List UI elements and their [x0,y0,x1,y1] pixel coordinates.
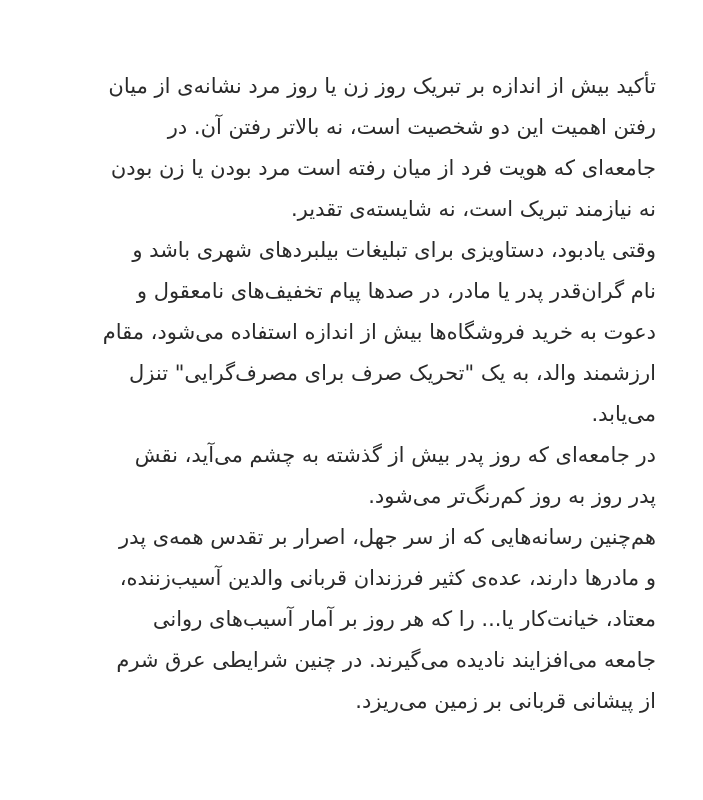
paragraph-2 [60,230,656,435]
text-line: جامعه می‌افزایند نادیده می‌گیرند. در چنین شرایطی عرق شرم [116,648,656,672]
text-line: وقتی یادبود، دستاویزی برای تبلیغات بیلبردهای شهری باشد و [132,238,656,262]
text-line: دعوت به خرید فروشگاه‌ها بیش از اندازه استفاده می‌شود، مقام [102,320,656,344]
text-line: هم‌چنین رسانه‌هایی که از سر جهل، اصرار بر تقدس همه‌ی پدر [119,525,656,549]
text-line: پدر روز به روز کم‌رنگ‌تر می‌شود. [368,484,656,508]
text-line: نه نیازمند تبریک است، نه شایسته‌ی تقدیر. [290,197,656,221]
text-line: می‌یابد. [591,402,656,426]
paragraph-4 [60,517,656,722]
text-line: در جامعه‌ای که روز پدر بیش از گذشته به چشم می‌آید، نقش [134,443,656,467]
text-line: و مادرها دارند، عده‌ی کثیر فرزندان قربانی والدین آسیب‌زننده، [119,566,656,590]
text-line: جامعه‌ای که هویت فرد از میان رفته است مرد بودن یا زن بودن [110,156,656,180]
paragraph-3 [60,435,656,517]
text-line: معتاد، خیانت‌کار یا... را که هر روز بر آمار آسیب‌های روانی [152,607,656,631]
text-line: تأکید بیش از اندازه بر تبریک روز زن یا روز مرد نشانه‌ی از میان [108,74,656,98]
text-line: از پیشانی قربانی بر زمین می‌ریزد. [355,689,656,713]
text-line: نام گران‌قدر پدر یا مادر، در صدها پیام تخفیف‌های نامعقول و [136,279,656,303]
article-text [60,66,656,722]
text-line: ارزشمند والد، به یک "تحریک صرف برای مصرف‌گرایی" تنزل [129,361,656,385]
paragraph-1 [60,66,656,230]
text-line: رفتن اهمیت این دو شخصیت است، نه بالاتر رفتن آن. در [167,115,656,139]
